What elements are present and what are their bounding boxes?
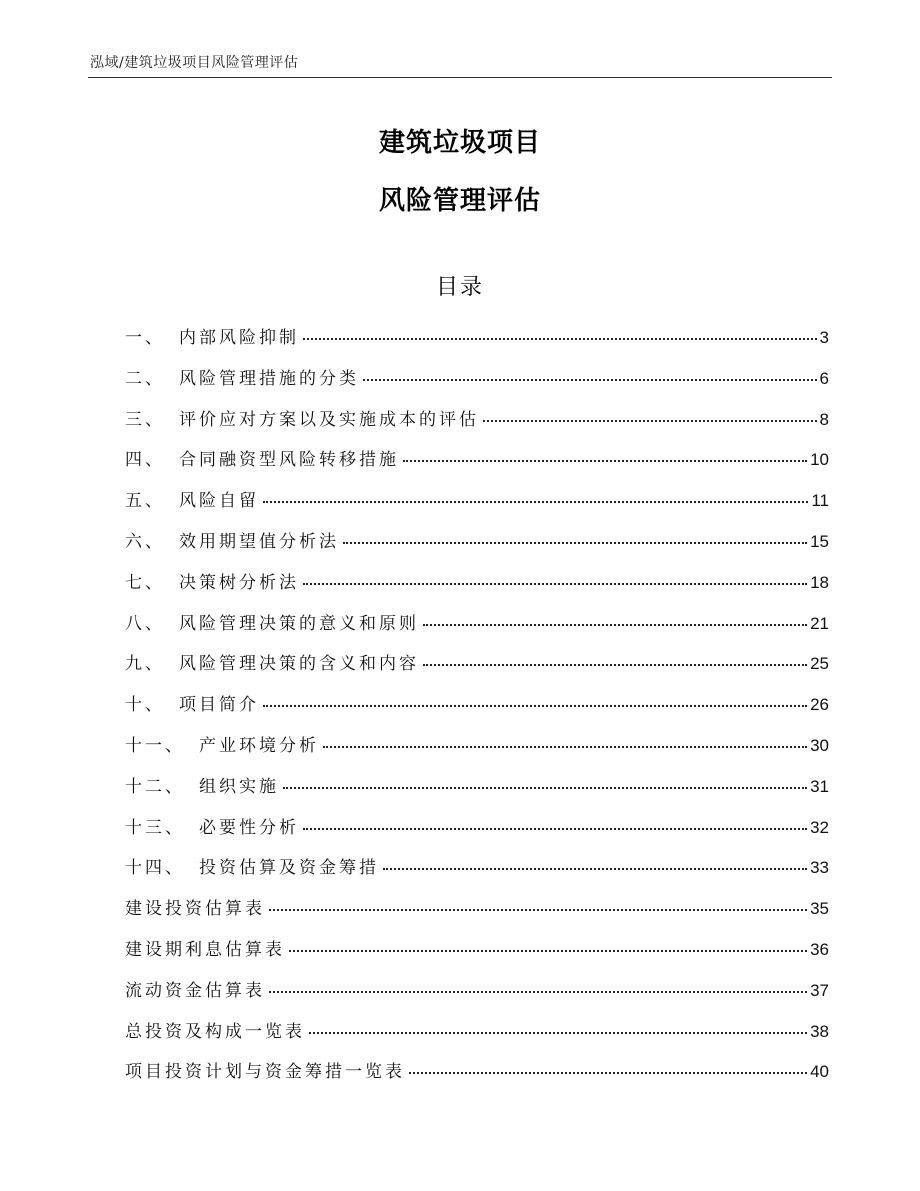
toc-entry[interactable] — [125, 1056, 829, 1097]
toc-entry[interactable] — [125, 934, 829, 975]
toc-entry-page-number[interactable]: 31 — [810, 776, 829, 796]
toc-entry-page-number[interactable]: 3 — [819, 328, 829, 347]
toc-dot-leader — [323, 746, 807, 748]
toc-entry-label[interactable]: 必要性分析 — [199, 817, 299, 838]
toc-entry-number: 十一、 — [125, 735, 185, 756]
toc-entry-page-number[interactable]: 35 — [810, 899, 829, 919]
toc-entry-label[interactable]: 流动资金估算表 — [125, 980, 265, 1001]
toc-entry-label[interactable]: 项目投资计划与资金筹措一览表 — [125, 1062, 405, 1083]
toc-entry-page-number[interactable]: 32 — [810, 817, 829, 837]
toc-entry[interactable] — [125, 771, 829, 812]
toc-entry-label[interactable]: 投资估算及资金筹措 — [199, 858, 379, 879]
toc-dot-leader — [423, 624, 807, 626]
toc-entry[interactable] — [125, 608, 829, 649]
toc-dot-leader — [363, 379, 817, 381]
toc-entry-number: 七、 — [125, 572, 165, 593]
toc-entry-label[interactable]: 效用期望值分析法 — [179, 531, 339, 552]
toc-dot-leader — [309, 1032, 807, 1034]
toc-entry-number: 四、 — [125, 450, 165, 471]
header-divider — [88, 77, 832, 78]
toc-entry[interactable] — [125, 485, 829, 526]
running-header: 泓域/建筑垃圾项目风险管理评估 — [90, 55, 299, 71]
toc-entry-number: 十、 — [125, 695, 165, 716]
toc-entry-page-number[interactable]: 30 — [810, 735, 829, 755]
toc-entry-page-number[interactable]: 10 — [810, 450, 829, 470]
toc-entry-page-number[interactable]: 18 — [810, 572, 829, 592]
toc-heading: 目录 — [435, 275, 484, 300]
toc-entry-number: 九、 — [125, 654, 165, 675]
toc-entry-page-number[interactable]: 8 — [819, 409, 829, 429]
toc-entry-label[interactable]: 风险自留 — [179, 491, 259, 512]
toc-entry-number: 一、 — [125, 328, 165, 348]
toc-entry-page-number[interactable]: 36 — [810, 939, 829, 959]
toc-entry-page-number[interactable]: 21 — [810, 613, 829, 633]
toc-entry[interactable] — [125, 975, 829, 1016]
toc-entry-label[interactable]: 总投资及构成一览表 — [125, 1021, 305, 1042]
toc-dot-leader — [303, 583, 807, 585]
toc-entry-page-number[interactable]: 15 — [810, 531, 829, 551]
toc-dot-leader — [483, 420, 817, 422]
toc-entry[interactable] — [125, 322, 829, 363]
toc-dot-leader — [303, 338, 817, 340]
toc-entry[interactable] — [125, 404, 829, 445]
toc-entry[interactable] — [125, 363, 829, 404]
toc-entry-number: 三、 — [125, 409, 165, 430]
toc-entry-label[interactable]: 建设投资估算表 — [125, 899, 265, 920]
toc-entry[interactable] — [125, 689, 829, 730]
toc-dot-leader — [263, 501, 808, 503]
toc-dot-leader — [269, 991, 807, 993]
toc-entry-label[interactable]: 产业环境分析 — [199, 735, 319, 756]
toc-entry-number: 八、 — [125, 613, 165, 634]
toc-entry[interactable] — [125, 444, 829, 485]
toc-dot-leader — [403, 460, 807, 462]
toc-entry-label[interactable]: 风险管理措施的分类 — [179, 368, 359, 389]
toc-dot-leader — [383, 868, 807, 870]
table-of-contents — [125, 322, 829, 1097]
toc-dot-leader — [423, 664, 807, 666]
toc-dot-leader — [269, 909, 807, 911]
toc-entry[interactable] — [125, 567, 829, 608]
toc-entry-number: 六、 — [125, 531, 165, 552]
toc-entry[interactable] — [125, 648, 829, 689]
toc-entry-label[interactable]: 项目简介 — [179, 695, 259, 716]
toc-dot-leader — [409, 1072, 807, 1074]
toc-entry-label[interactable]: 风险管理决策的含义和内容 — [179, 654, 419, 675]
toc-entry-label[interactable]: 组织实施 — [199, 776, 279, 797]
toc-entry-number: 十四、 — [125, 858, 185, 879]
toc-entry[interactable] — [125, 526, 829, 567]
document-title-line-2: 风险管理评估 — [378, 186, 541, 216]
toc-entry-page-number[interactable]: 37 — [810, 980, 829, 1000]
toc-entry-label[interactable]: 建设期利息估算表 — [125, 939, 285, 960]
toc-dot-leader — [283, 787, 807, 789]
toc-entry-page-number[interactable]: 6 — [819, 368, 829, 388]
toc-entry-label[interactable]: 评价应对方案以及实施成本的评估 — [179, 409, 479, 430]
toc-entry-page-number[interactable]: 40 — [810, 1062, 829, 1082]
toc-entry-label[interactable]: 合同融资型风险转移措施 — [179, 450, 399, 471]
toc-dot-leader — [263, 705, 807, 707]
toc-entry-page-number[interactable]: 25 — [810, 654, 829, 674]
document-title-line-1: 建筑垃圾项目 — [378, 128, 541, 158]
toc-entry[interactable] — [125, 1016, 829, 1057]
toc-entry[interactable] — [125, 852, 829, 893]
toc-entry[interactable] — [125, 893, 829, 934]
toc-entry-label[interactable]: 决策树分析法 — [179, 572, 299, 593]
toc-entry-page-number[interactable]: 11 — [811, 491, 829, 511]
toc-entry-number: 五、 — [125, 491, 165, 512]
toc-entry-page-number[interactable]: 33 — [810, 858, 829, 878]
toc-dot-leader — [303, 828, 807, 830]
toc-entry-number: 十三、 — [125, 817, 185, 838]
toc-entry-number: 二、 — [125, 368, 165, 389]
toc-entry-label[interactable]: 风险管理决策的意义和原则 — [179, 613, 419, 634]
toc-dot-leader — [289, 950, 807, 952]
toc-entry-number: 十二、 — [125, 776, 185, 797]
toc-dot-leader — [343, 542, 807, 544]
toc-entry-page-number[interactable]: 38 — [810, 1021, 829, 1041]
toc-entry[interactable] — [125, 730, 829, 771]
toc-entry-page-number[interactable]: 26 — [810, 695, 829, 715]
toc-entry-label[interactable]: 内部风险抑制 — [179, 328, 299, 348]
toc-entry[interactable] — [125, 812, 829, 853]
